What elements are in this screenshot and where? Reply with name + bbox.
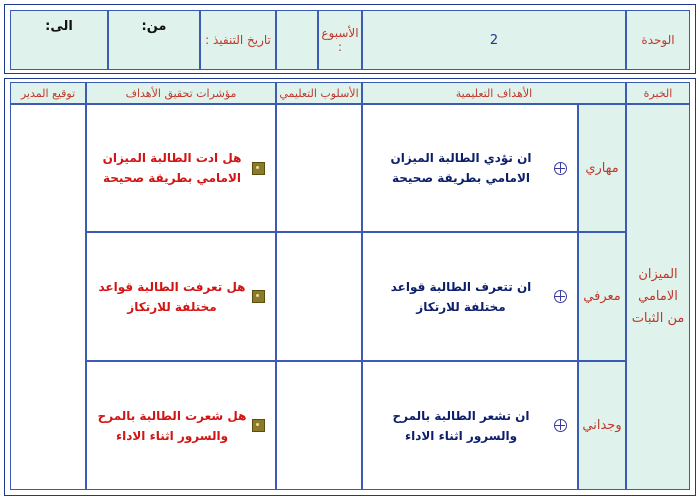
indicator-text: هل تعرفت الطالبة قواعد مختلفة للارتكاز <box>98 279 246 314</box>
from-cell <box>108 10 200 70</box>
exec-date-label: تاريخ التنفيذ : <box>205 33 271 47</box>
domain-label: معرفي <box>583 289 621 304</box>
objective-cell <box>362 232 578 361</box>
header-principal-signature: توقيع المدير <box>10 82 86 104</box>
crosshair-circle-icon <box>554 419 567 432</box>
objective-text: ان تؤدي الطالبة الميزان الامامي بطريقة صحيحة <box>390 151 532 185</box>
style-cell <box>276 361 362 490</box>
header-experience: الخبرة <box>626 82 690 104</box>
to-cell <box>10 10 108 70</box>
indicator-text: هل شعرت الطالبة بالمرح والسرور اثناء الاداء <box>97 408 247 443</box>
crosshair-circle-icon <box>554 290 567 303</box>
style-cell <box>276 232 362 361</box>
indicator-cell <box>86 232 276 361</box>
flower-bullet-icon <box>252 290 265 303</box>
domain-cell <box>578 104 626 232</box>
flower-bullet-icon <box>252 162 265 175</box>
objective-cell <box>362 104 578 232</box>
header-objectives: الأهداف التعليمية <box>362 82 626 104</box>
indicator-cell <box>86 361 276 490</box>
week-label: الأسبوع : <box>321 26 359 54</box>
header-indicators: مؤشرات تحقيق الأهداف <box>86 82 276 104</box>
crosshair-circle-icon <box>554 162 567 175</box>
unit-value: 2 <box>489 32 499 48</box>
week-label-cell <box>318 10 362 70</box>
domain-cell <box>578 361 626 490</box>
week-value-cell <box>276 10 318 70</box>
header-style: الأسلوب التعليمي <box>276 82 362 104</box>
unit-label-cell <box>626 10 690 70</box>
domain-cell <box>578 232 626 361</box>
objective-text: ان تتعرف الطالبة قواعد مختلفة للارتكاز <box>390 279 532 314</box>
unit-label: الوحدة <box>641 33 675 47</box>
from-label: من: <box>141 19 167 34</box>
exec-date-label-cell <box>200 10 276 70</box>
flower-bullet-icon <box>252 419 265 432</box>
objective-text: ان تشعر الطالبة بالمرح والسرور اثناء الاداء <box>392 408 530 443</box>
experience-value: الميزان الامامي من الثبات <box>631 267 685 326</box>
objective-cell <box>362 361 578 490</box>
unit-value-cell <box>362 10 626 70</box>
domain-label: مهاري <box>585 160 619 176</box>
experience-cell <box>626 104 690 490</box>
indicator-cell <box>86 104 276 232</box>
to-label: الى: <box>45 19 73 34</box>
style-cell <box>276 104 362 232</box>
domain-label: وجداني <box>582 418 622 433</box>
principal-signature-cell <box>10 104 86 490</box>
indicator-text: هل ادت الطالبة الميزان الامامي بطريقة صحيحة <box>102 151 242 185</box>
